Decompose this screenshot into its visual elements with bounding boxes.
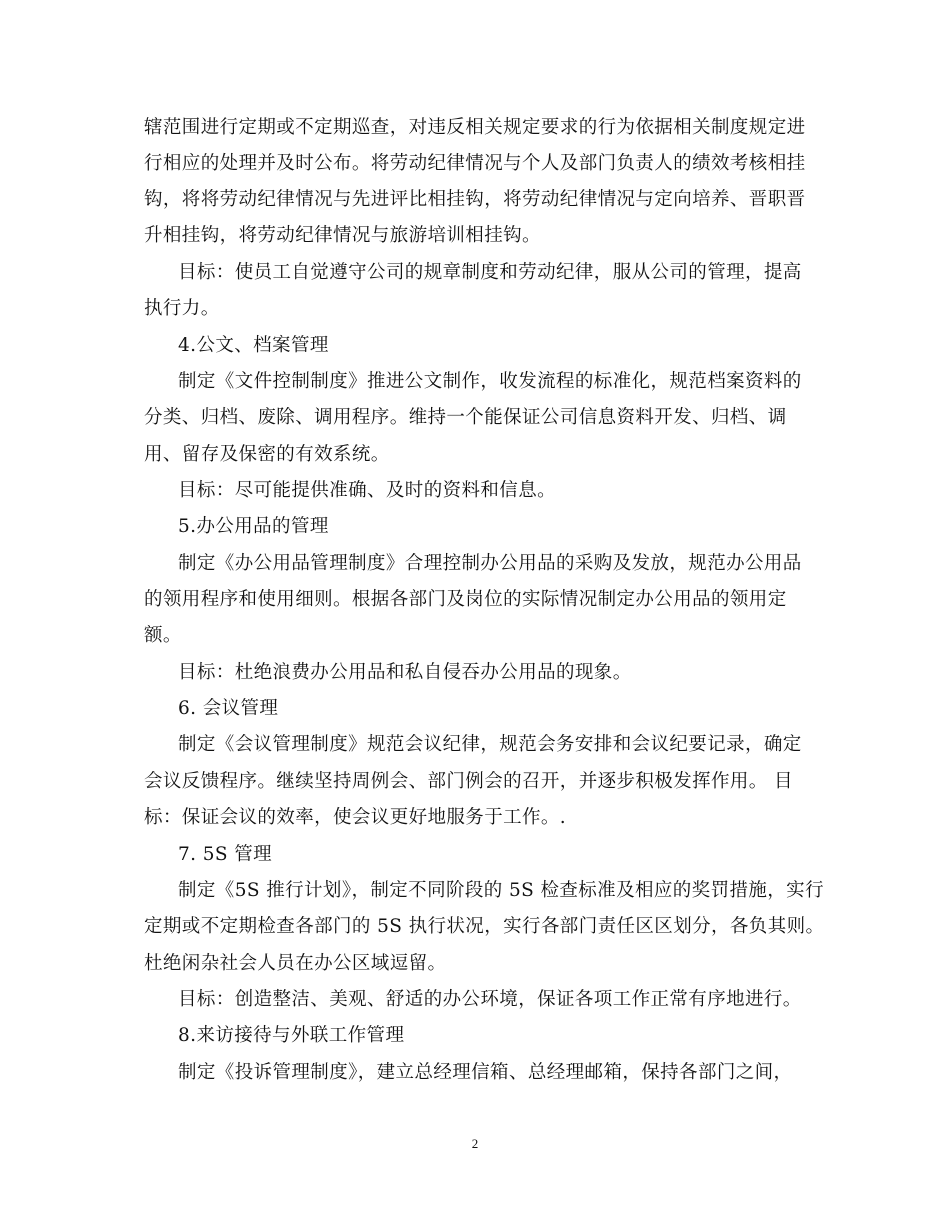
- section-heading: 7. 5S 管理: [178, 844, 273, 865]
- text-line: 辖范围进行定期或不定期巡查，对违反相关规定要求的行为依据相关制度规定进: [144, 117, 806, 138]
- text-line: 制定《文件控制制度》推进公文制作，收发流程的标准化，规范档案资料的: [178, 371, 802, 392]
- text-line: 杜绝闲杂社会人员在办公区域逗留。: [144, 953, 447, 974]
- text-line: 升相挂钩，将劳动纪律情况与旅游培训相挂钩。: [144, 225, 541, 246]
- section-heading: 8.来访接待与外联工作管理: [178, 1025, 405, 1046]
- text-line: 的领用程序和使用细则。根据各部门及岗位的实际情况制定办公用品的领用定: [144, 589, 787, 610]
- text-line: 分类、归档、废除、调用程序。维持一个能保证公司信息资料开发、归档、调: [144, 407, 787, 428]
- text-line: 定期或不定期检查各部门的 5S 执行状况，实行各部门责任区区划分，各负其则。: [144, 916, 825, 937]
- text-line: 执行力。: [144, 298, 220, 319]
- text-line: 制定《投诉管理制度》，建立总经理信箱、总经理邮箱，保持各部门之间，: [178, 1062, 793, 1083]
- text-line: 目标：杜绝浪费办公用品和私自侵吞办公用品的现象。: [178, 662, 632, 683]
- page-number: 2: [471, 1136, 479, 1151]
- text-line: 标：保证会议的效率，使会议更好地服务于工作。.: [144, 807, 567, 828]
- text-line: 会议反馈程序。继续坚持周例会、部门例会的召开，并逐步积极发挥作用。 目: [144, 771, 793, 792]
- section-heading: 4.公文、档案管理: [178, 335, 329, 356]
- text-line: 目标：创造整洁、美观、舒适的办公环境，保证各项工作正常有序地进行。: [178, 989, 802, 1010]
- text-line: 目标：尽可能提供准确、及时的资料和信息。: [178, 480, 557, 501]
- text-line: 制定《5S 推行计划》，制定不同阶段的 5S 检查标准及相应的奖罚措施，实行: [178, 880, 824, 901]
- text-line: 行相应的处理并及时公布。将劳动纪律情况与个人及部门负责人的绩效考核相挂: [144, 153, 806, 174]
- text-line: 额。: [144, 625, 182, 646]
- text-line: 目标：使员工自觉遵守公司的规章制度和劳动纪律，服从公司的管理，提高: [178, 262, 802, 283]
- text-line: 制定《会议管理制度》规范会议纪律，规范会务安排和会议纪要记录，确定: [178, 734, 802, 755]
- text-line: 用、留存及保密的有效系统。: [144, 444, 390, 465]
- text-line: 制定《办公用品管理制度》合理控制办公用品的采购及发放，规范办公用品: [178, 553, 802, 574]
- section-heading: 5.办公用品的管理: [178, 516, 329, 537]
- text-line: 钩，将将劳动纪律情况与先进评比相挂钩，将劳动纪律情况与定向培养、晋职晋: [144, 189, 806, 210]
- section-heading: 6. 会议管理: [178, 698, 279, 719]
